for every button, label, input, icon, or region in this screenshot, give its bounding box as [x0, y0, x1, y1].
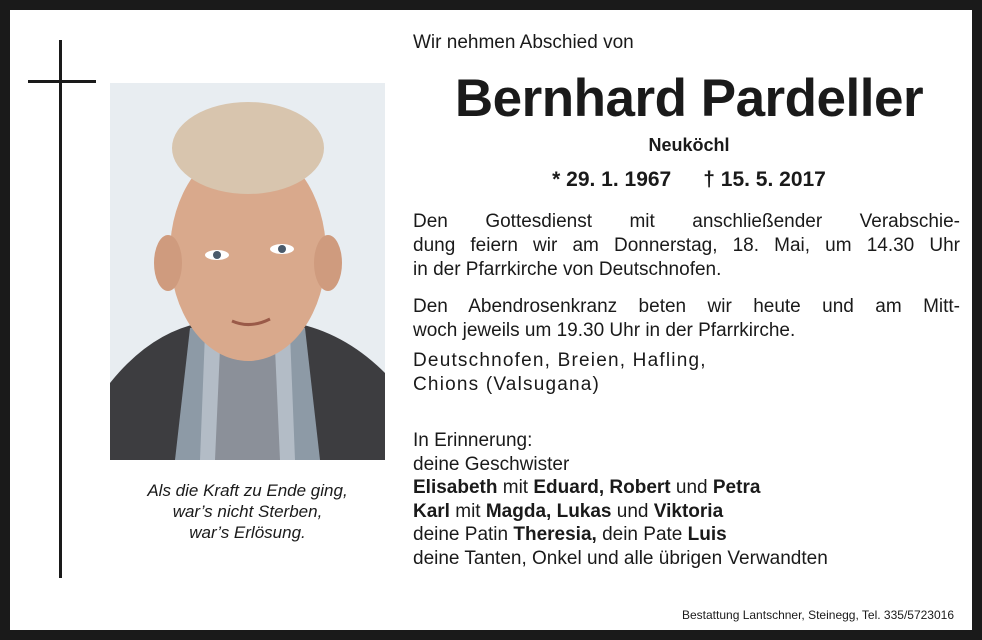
death-date: † 15. 5. 2017 — [703, 168, 826, 191]
mourners-row: deine Patin Theresia, dein Pate Luis — [413, 524, 727, 545]
places-line: Chions (Valsugana) — [413, 374, 601, 395]
quote-line: war’s Erlösung. — [189, 523, 306, 542]
funeral-home-footer: Bestattung Lantschner, Steinegg, Tel. 335/5723016 — [682, 608, 954, 622]
quote-line: Als die Kraft zu Ende ging, — [147, 481, 348, 500]
deceased-name: Bernhard Pardeller — [454, 69, 924, 128]
funeral-mass-notice — [413, 210, 960, 282]
mourners-relatives: deine Tanten, Onkel und alle übrigen Verwandten — [413, 547, 828, 569]
rosary-line: Den Abendrosenkranz beten wir heute und am Mitt- — [413, 296, 960, 317]
mass-line: in der Pfarrkirche von Deutschnofen. — [413, 259, 722, 280]
cross-icon-vertical — [59, 40, 62, 578]
mass-line: Den Gottesdienst mit anschließender Verabschie- — [413, 211, 960, 232]
rosary-notice — [413, 295, 960, 343]
intro-text: Wir nehmen Abschied von — [413, 32, 634, 53]
mourners-heading: In Erinnerung: — [413, 430, 533, 451]
mourners-list — [413, 429, 828, 570]
cross-icon-horizontal — [28, 80, 96, 83]
portrait-photo — [110, 83, 385, 460]
birth-date: * 29. 1. 1967 — [552, 168, 672, 191]
places-list — [413, 349, 707, 397]
mourners-row: Karl mit Magda, Lukas und Viktoria — [413, 500, 724, 522]
mourners-row: Elisabeth mit Eduard, Robert und Petra — [413, 477, 761, 498]
obituary-card — [10, 10, 972, 630]
memorial-quote — [110, 480, 385, 543]
mourners-siblings: deine Geschwister — [413, 453, 570, 475]
life-dates — [413, 168, 965, 192]
mass-line: dung feiern wir am Donnerstag, 18. Mai, um 14.30 Uhr — [413, 235, 960, 256]
places-line: Deutschnofen, Breien, Hafling, — [413, 350, 707, 371]
quote-line: war’s nicht Sterben, — [172, 502, 323, 521]
nickname: Neuköchl — [648, 135, 730, 155]
rosary-line: woch jeweils um 19.30 Uhr in der Pfarrkirche. — [413, 320, 796, 341]
